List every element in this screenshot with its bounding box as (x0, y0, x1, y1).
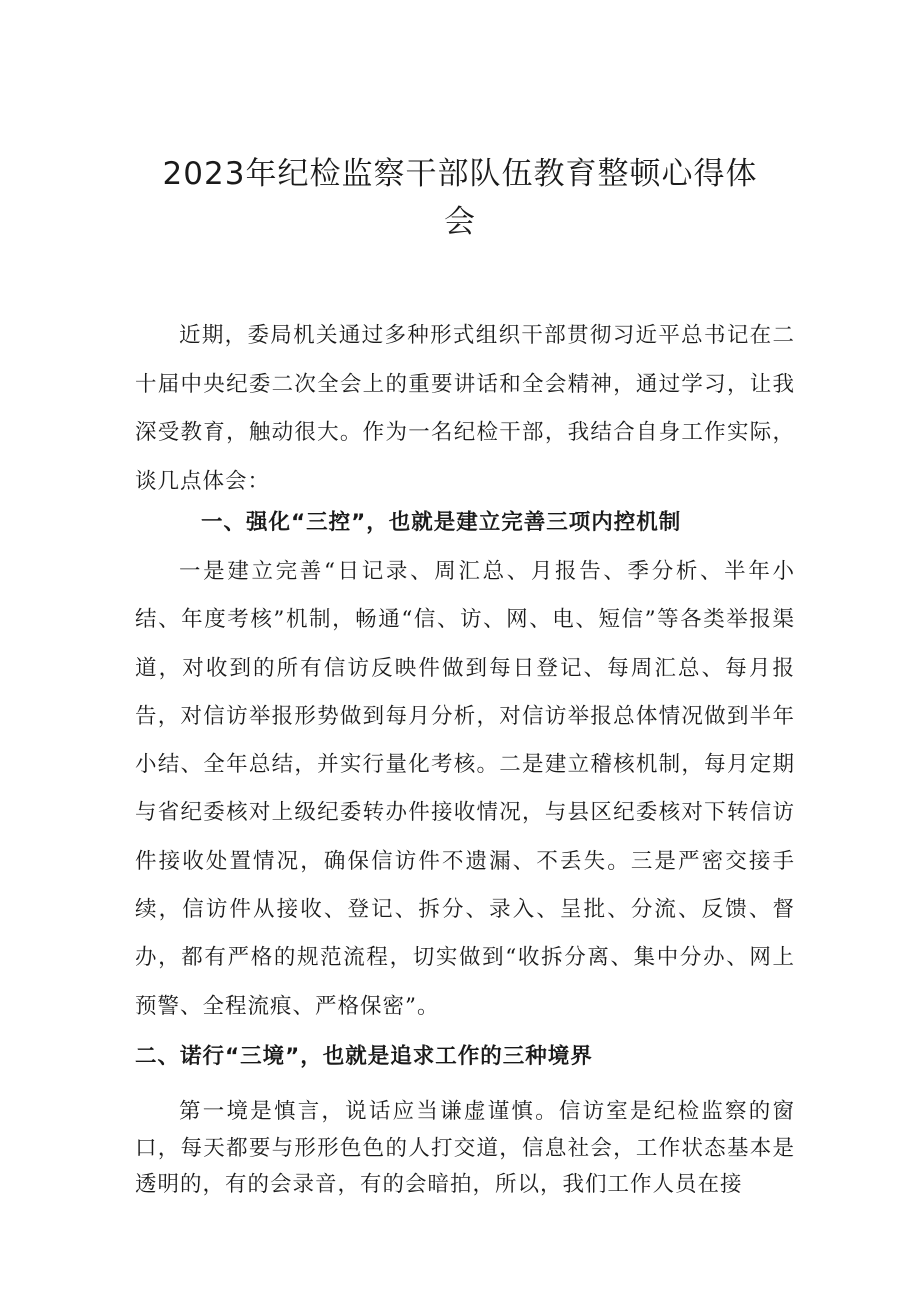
title-line-2: 会 (444, 204, 476, 240)
section-2-heading: 二、诺行“三境”，也就是追求工作的三种境界 (135, 1044, 593, 1069)
document-title (130, 150, 790, 246)
section-2-paragraph: 第一境是慎言，说话应当谦虚谨慎。信访室是纪检监察的窗口，每天都要与形形色色的人打交道，信息社会，工作状态基本是透明的，有的会录音，有的会暗拍，所以，我们工作人员在接 (135, 1099, 795, 1197)
section-1-heading: 一、强化“三控”，也就是建立完善三项内控机制 (201, 510, 682, 535)
intro-paragraph: 近期，委局机关通过多种形式组织干部贯彻习近平总书记在二十届中央纪委二次全会上的重要讲话和全会精神，通过学习，让我深受教育，触动很大。作为一名纪检干部，我结合自身工作实际，谈几点体会： (135, 323, 795, 494)
section-1-paragraph: 一是建立完善“日记录、周汇总、月报告、季分析、半年小结、年度考核”机制，畅通“信、访、网、电、短信”等各类举报渠道，对收到的所有信访反映件做到每日登记、每周汇总、每月报告，对信访举报形势做到每月分析，对信访举报总体情况做到半年小结、全年总结，并实行量化考核。二是建立稽核机制，每月定期与省纪委核对上级纪委转办件接收情况，与县区纪委核对下转信访件接收处置情况，确保信访件不遗漏、不丢失。三是严密交接手续，信访件从接收、登记、拆分、录入、呈批、分流、反馈、督办，都有严格的规范流程，切实做到“收拆分离、集中分办、网上预警、全程流痕、严格保密”。 (135, 559, 795, 1019)
title-line-1: 2023年纪检监察干部队伍教育整顿心得体 (162, 156, 758, 192)
